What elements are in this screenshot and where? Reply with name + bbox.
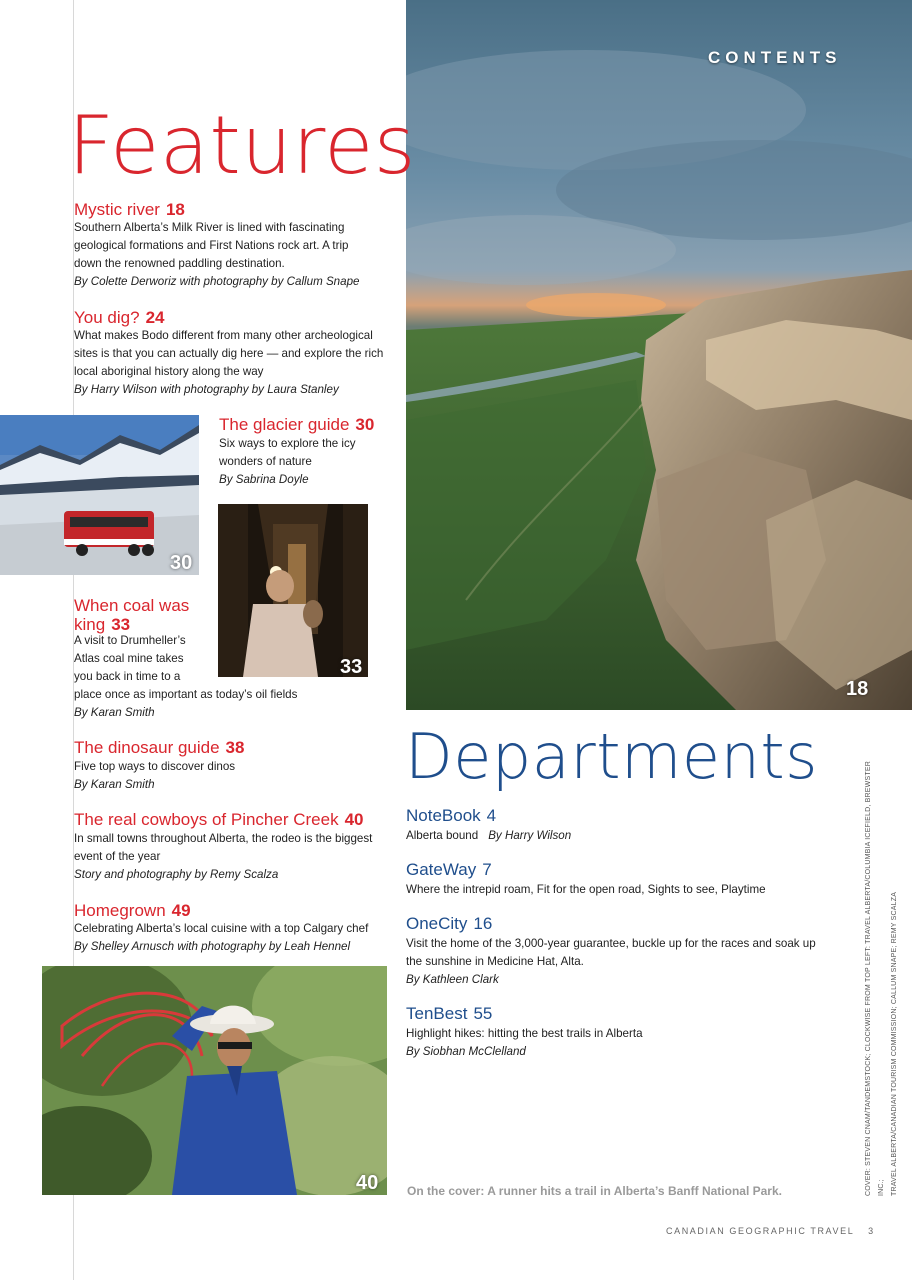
feature-coal-king-title[interactable]: When coal was king 33 — [74, 596, 190, 634]
department-notebook-title[interactable]: NoteBook 4 — [406, 806, 497, 825]
byline: By Sabrina Doyle — [219, 473, 309, 486]
page-number: 4 — [486, 806, 497, 825]
glacier-photo-image — [0, 415, 199, 575]
departments-title: Departments — [405, 720, 818, 793]
page-footer — [666, 1226, 875, 1236]
page-number: 7 — [482, 860, 492, 879]
byline: By Colette Derworiz with photography by Callum Snape — [74, 275, 360, 288]
byline: By Karan Smith — [74, 706, 155, 719]
feature-homegrown-description: Celebrating Alberta’s local cuisine with a top Calgary chef By Shelley Arnusch with photography by Leah Hennel — [74, 920, 368, 956]
department-notebook-description: Alberta bound By Harry Wilson — [406, 829, 572, 842]
feature-mystic-river-description: Southern Alberta’s Milk River is lined with fascinating geological formations and First Nations rock art. A trip down the renowned paddling destination. By Colette Derworiz with photography by Callum Snape — [74, 219, 359, 291]
department-onecity-description: Visit the home of the 3,000-year guarantee, buckle up for the races and soak up the sunshine in Medicine Hat, Alta. By Kathleen Clark — [406, 935, 816, 989]
department-tenbest-title[interactable]: TenBest 55 — [406, 1004, 493, 1023]
department-tenbest-description: Highlight hikes: hitting the best trails in Alberta By Siobhan McClelland — [406, 1025, 643, 1061]
cowboy-photo-page-number: 40 — [356, 1172, 379, 1194]
page-number: 33 — [111, 615, 131, 634]
cover-caption: On the cover: A runner hits a trail in Alberta’s Banff National Park. — [407, 1184, 782, 1198]
page-number: 55 — [473, 1004, 493, 1023]
feature-you-dig-description: What makes Bodo different from many other archeological sites is that you can actually dig here — and explore the rich local aboriginal history along the way By Harry Wilson with photography by Laura Stanley — [74, 327, 383, 399]
feature-you-dig-title[interactable]: You dig? 24 — [74, 308, 165, 327]
feature-glacier-guide-title[interactable]: The glacier guide 30 — [219, 415, 375, 434]
cowboy-photo-image — [42, 966, 387, 1195]
contents-label: CONTENTS — [708, 48, 842, 67]
feature-coal-king-description: A visit to Drumheller’s Atlas coal mine takes you back in time to a place once as important as today’s oil fields By Karan Smith — [74, 632, 297, 722]
page-number: 38 — [225, 738, 245, 757]
cowboy-photo — [42, 966, 387, 1195]
page-number: 24 — [145, 308, 165, 327]
feature-glacier-guide-description: Six ways to explore the icy wonders of nature By Sabrina Doyle — [219, 435, 356, 489]
feature-dinosaur-guide-description: Five top ways to discover dinos By Karan Smith — [74, 758, 235, 794]
hero-photo-image — [406, 0, 912, 710]
page-number: 16 — [473, 914, 493, 933]
features-title: Features — [68, 99, 416, 192]
coal-mine-photo-page-number: 33 — [340, 656, 363, 677]
page-number: 40 — [344, 810, 364, 829]
department-onecity-title[interactable]: OneCity 16 — [406, 914, 493, 933]
feature-homegrown-title[interactable]: Homegrown 49 — [74, 901, 191, 920]
photo-credits: COVER: STEVEN CNAM/TANDEMSTOCK; CLOCKWISE FROM TOP LEFT: TRAVEL ALBERTA/COLUMBIA ICEFIELD, BREWSTER INC.; TRAVEL ALBERTA/CANADIAN TOURISM COMMISSION; CALLUM SNAPE; REMY SCALZA — [865, 761, 898, 1196]
department-gateway-title[interactable]: GateWay 7 — [406, 860, 492, 879]
byline: By Kathleen Clark — [406, 973, 499, 986]
page-number: 30 — [355, 415, 375, 434]
byline: By Siobhan McClelland — [406, 1045, 526, 1058]
byline: By Karan Smith — [74, 778, 155, 791]
page-number: 3 — [868, 1226, 875, 1236]
byline: Story and photography by Remy Scalza — [74, 868, 279, 881]
feature-mystic-river-title[interactable]: Mystic river 18 — [74, 200, 185, 219]
glacier-photo-page-number: 30 — [170, 552, 193, 574]
publication-name: CANADIAN GEOGRAPHIC TRAVEL — [666, 1226, 854, 1236]
hero-photo-page-number: 18 — [846, 678, 869, 700]
byline: By Harry Wilson with photography by Laura Stanley — [74, 383, 339, 396]
feature-real-cowboys-title[interactable]: The real cowboys of Pincher Creek 40 — [74, 810, 364, 829]
page-number: 18 — [165, 200, 185, 219]
glacier-photo — [0, 415, 199, 575]
feature-dinosaur-guide-title[interactable]: The dinosaur guide 38 — [74, 738, 245, 757]
byline: By Harry Wilson — [488, 829, 572, 842]
hero-photo-milk-river — [406, 0, 912, 710]
byline: By Shelley Arnusch with photography by Leah Hennel — [74, 940, 351, 953]
page-number: 49 — [171, 901, 191, 920]
department-gateway-description: Where the intrepid roam, Fit for the open road, Sights to see, Playtime — [406, 883, 766, 896]
feature-real-cowboys-description: In small towns throughout Alberta, the rodeo is the biggest event of the year Story and photography by Remy Scalza — [74, 830, 372, 884]
